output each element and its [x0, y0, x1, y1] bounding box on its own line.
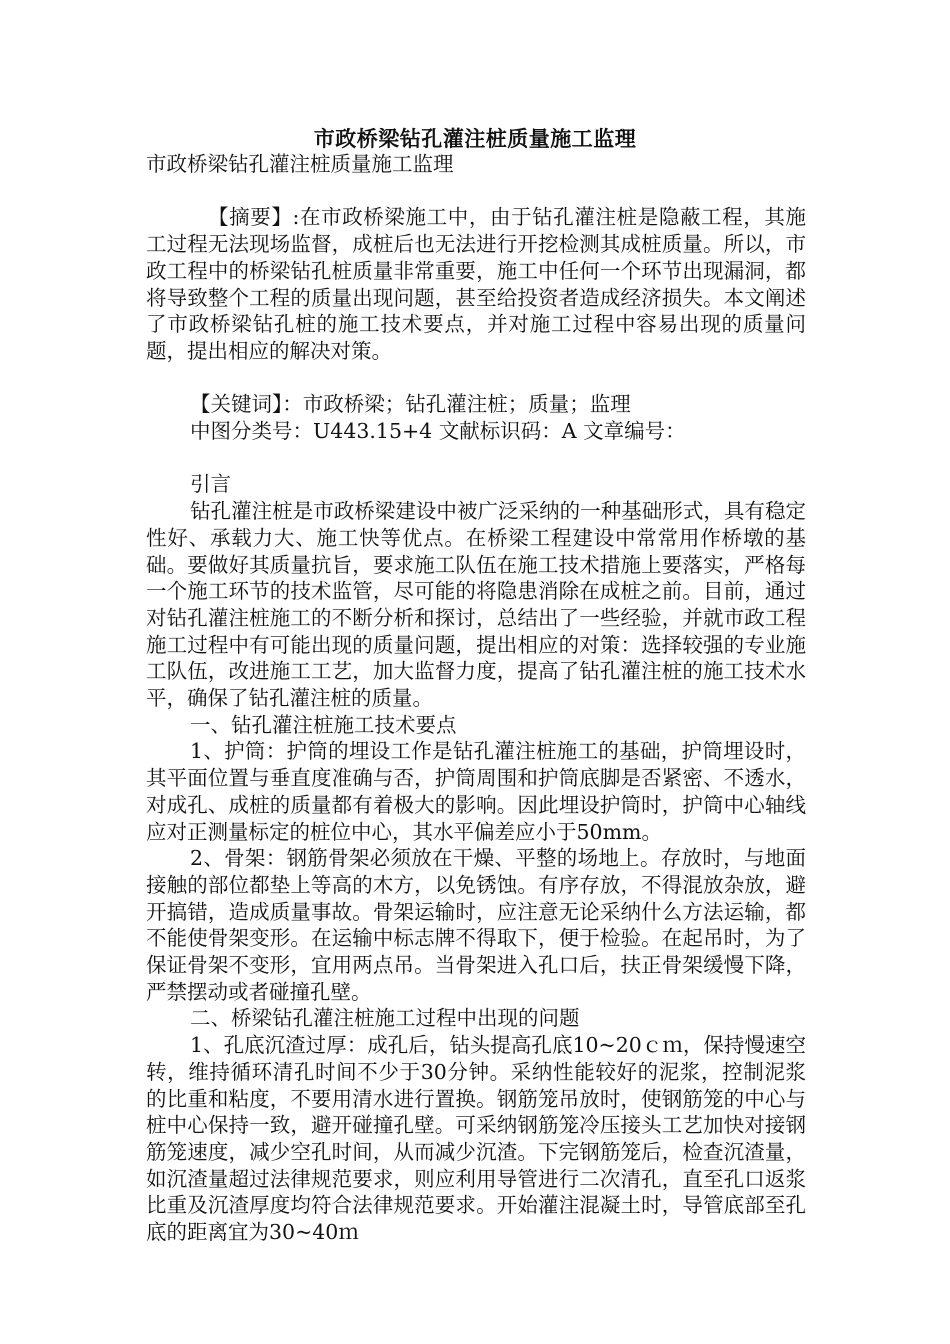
document-title: 市政桥梁钻孔灌注桩质量施工监理 [313, 126, 637, 151]
blank-line [146, 178, 806, 205]
section2-heading: 二、桥梁钻孔灌注桩施工过程中出现的问题 [190, 1006, 580, 1031]
intro-heading: 引言 [190, 472, 231, 497]
document-body [146, 151, 806, 1246]
section1-item2: 2、骨架：钢筋骨架必须放在干燥、平整的场地上。存放时，与地面接触的部位都垫上等高的木方，以免锈蚀。有序存放，不得混放杂放，避开搞错，造成质量事故。骨架运输时，应注意无论采纳什么方法运输，都不能使骨架变形。在运输中标志牌不得取下，便于检验。在起吊时，为了保证骨架不变形，宜用两点吊。当骨架进入孔口后，扶正骨架缓慢下降，严禁摆动或者碰撞孔壁。 [146, 846, 806, 1004]
keywords-paragraph: 【关键词】：市政桥梁；钻孔灌注桩；质量；监理 [190, 392, 631, 417]
abstract-paragraph: 【摘要】:在市政桥梁施工中，由于钻孔灌注桩是隐蔽工程，其施工过程无法现场监督，成桩后也无法进行开挖检测其成桩质量。所以，市政工程中的桥梁钻孔桩质量非常重要，施工中任何一个环节出现漏洞，都将导致整个工程的质量出现问题，甚至给投资者造成经济损失。本文阐述了市政桥梁钻孔桩的施工技术要点，并对施工过程中容易出现的质量问题，提出相应的解决对策。 [146, 205, 806, 363]
blank-line [146, 365, 806, 392]
document-subtitle: 市政桥梁钻孔灌注桩质量施工监理 [146, 152, 454, 176]
section1-heading: 一、钻孔灌注桩施工技术要点 [190, 712, 457, 737]
section2-item1: 1、孔底沉渣过厚：成孔后，钻头提高孔底10~20ｃｍ，保持慢速空转，维持循环清孔时间不少于30分钟。采纳性能较好的泥浆，控制泥浆的比重和粘度，不要用清水进行置换。钢筋笼吊放时，使钢筋笼的中心与桩中心保持一致，避开碰撞孔壁。可采纳钢筋笼冷压接头工艺加快对接钢筋笼速度，减少空孔时间，从而减少沉渣。下完钢筋笼后，检查沉渣量，如沉渣量超过法律规范要求，则应利用导管进行二次清孔，直至孔口返浆比重及沉渣厚度均符合法律规范要求。开始灌注混凝土时，导管底部至孔底的距离宜为30~40ｍ [146, 1033, 806, 1245]
classification-line: 中图分类号：U443.15+4 文献标识码：A 文章编号： [190, 419, 686, 443]
section1-item1: 1、护筒：护筒的埋设工作是钻孔灌注桩施工的基础，护筒埋设时，其平面位置与垂直度准确与否，护筒周围和护筒底脚是否紧密、不透水，对成孔、成桩的质量都有着极大的影响。因此埋设护筒时，护筒中心轴线应对正测量标定的桩位中心，其水平偏差应小于50mm。 [146, 739, 806, 844]
intro-paragraph: 钻孔灌注桩是市政桥梁建设中被广泛采纳的一种基础形式，具有稳定性好、承载力大、施工快等优点。在桥梁工程建设中常常用作桥墩的基础。要做好其质量抗旨，要求施工队伍在施工技术措施上要落实，严格每一个施工环节的技术监管，尽可能的将隐患消除在成桩之前。目前，通过对钻孔灌注桩施工的不断分析和探讨，总结出了一些经验，并就市政工程施工过程中有可能出现的质量问题，提出相应的对策：选择较强的专业施工队伍，改进施工工艺，加大监督力度，提高了钻孔灌注桩的施工技术水平，确保了钻孔灌注桩的质量。 [146, 499, 806, 711]
blank-line [146, 445, 806, 472]
